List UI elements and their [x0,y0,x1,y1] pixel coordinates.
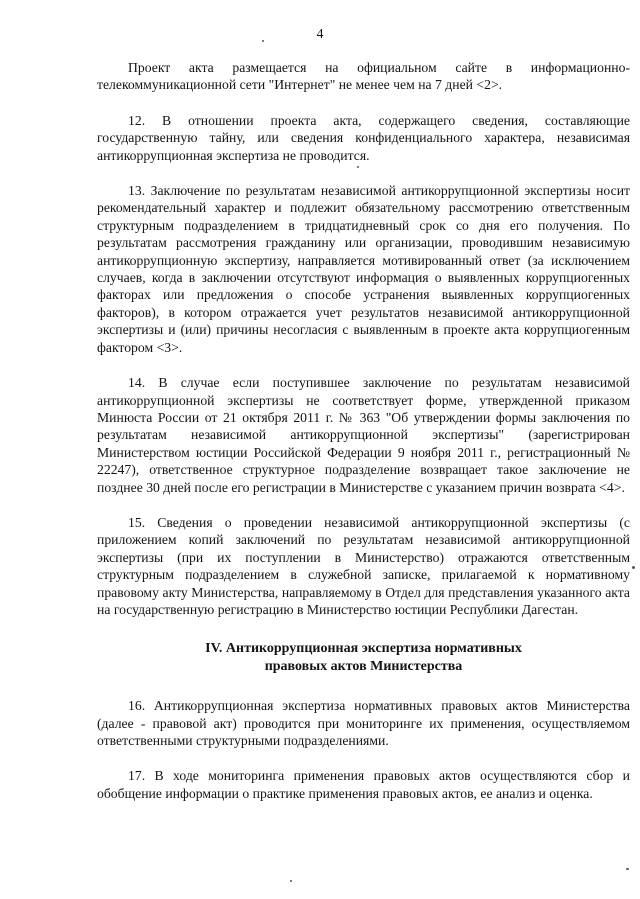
paragraph-16: 16. Антикоррупционная экспертиза нормативных правовых актов Министерства (далее - правовой акт) проводится при мониторинге их применения, осуществляемом ответственными структурными подразделениями. [97,698,630,748]
section-heading-line-2: правовых актов Министерства [264,658,463,674]
scan-speck [262,40,264,42]
paragraph-12: 12. В отношении проекта акта, содержащего сведения, составляющие государственную тайну, или сведения конфиденциального характера, независимая антикоррупционная экспертиза не проводится. [97,112,630,163]
paragraph-15: 15. Сведения о проведении независимой антикоррупционной экспертизы (с приложением копий заключений по результатам независимой антикоррупционной экспертизы (при их поступлении в Министерство) отражаются ответственным структурным подразделением в служебной записке, прилагаемой к нормативному правовому акту Министерства, направляемому в Отдел для представления указанного акта на государственную регистрацию в Министерство юстиции Республики Дагестан. [97,514,630,617]
paragraph-draft-publication: Проект акта размещается на официальном сайте в информационно-телекоммуникационной сети "Интернет" не менее чем на 7 дней <2>. [97,60,630,93]
document-body [97,59,630,820]
section-heading-line-1: IV. Антикоррупционная экспертиза нормативных [205,641,522,657]
page-number: 4 [316,27,324,42]
paragraph-17: 17. В ходе мониторинга применения правовых актов осуществляются сбор и обобщение информации о практике применения правовых актов, ее анализ и оценка. [97,768,630,801]
paragraph-13: 13. Заключение по результатам независимой антикоррупционной экспертизы носит рекомендательный характер и подлежит обязательному рассмотрению ответственным структурным подразделением в тридцатидневный срок со дня его получения. По результатам рассмотрения гражданину или организации, проводившим независимую антикоррупционную экспертизу, направляется мотивированный ответ (за исключением случаев, когда в заключении отсутствуют информация о выявленных коррупциогенных факторах или предложения о способе устранения выявленных коррупциогенных факторов), в котором отражается учет результатов независимой антикоррупционной экспертизы и (или) причины несогласия с выявленным в проекте акта коррупциогенным фактором <3>. [97,183,630,355]
scan-speck [632,566,635,569]
scan-speck [626,868,629,870]
scan-speck [290,880,292,882]
paragraph-14: 14. В случае если поступившее заключение по результатам независимой антикоррупционной экспертизы не соответствует форме, утвержденной приказом Минюста России от 21 октября 2011 г. № 363 "Об утверждении формы заключения по результатам независимой антикоррупционной экспертизы" (зарегистрирован Министерством юстиции Российской Федерации 9 ноября 2011 г., регистрационный № 22247), ответственное структурное подразделение возвращает такое заключение не позднее 30 дней после его регистрации в Министерстве с указанием причин возврата <4>. [97,375,630,495]
section-heading-iv [97,640,630,675]
scan-speck [357,166,359,168]
